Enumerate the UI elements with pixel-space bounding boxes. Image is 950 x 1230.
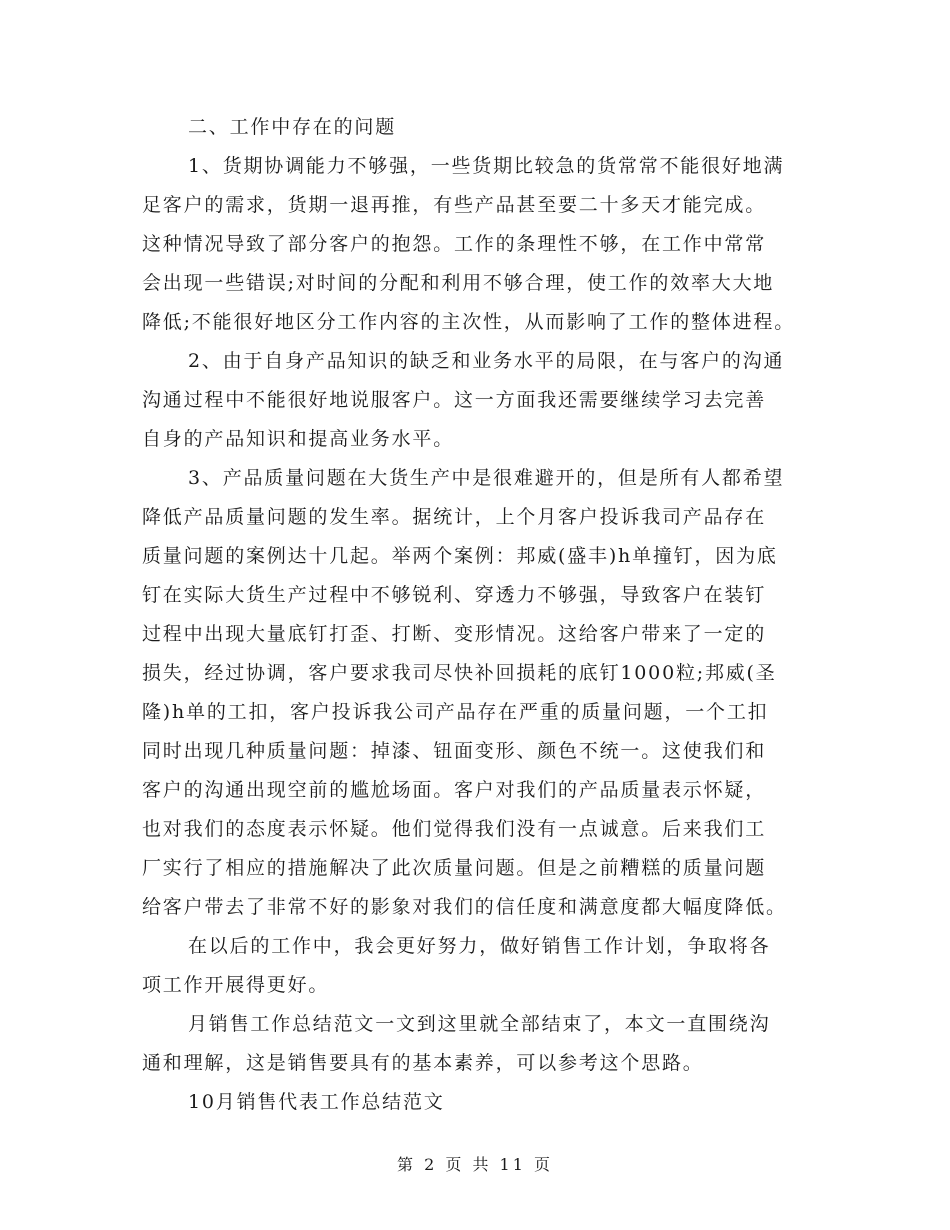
text-line: 2、由于自身产品知识的缺乏和业务水平的局限，在与客户的沟通 xyxy=(188,350,785,372)
page-number-footer: 第 2 页 共 11 页 xyxy=(397,1155,553,1174)
text-line: 降低产品质量问题的发生率。据统计，上个月客户投诉我司产品存在 xyxy=(142,506,767,528)
text-line: 隆)h单的工扣，客户投诉我公司产品存在严重的质量问题，一个工扣 xyxy=(142,701,769,723)
text-line: 降低;不能很好地区分工作内容的主次性，从而影响了工作的整体进程。 xyxy=(142,311,796,333)
text-line: 给客户带去了非常不好的影象对我们的信任度和满意度都大幅度降低。 xyxy=(142,896,787,918)
text-line: 这种情况导致了部分客户的抱怨。工作的条理性不够，在工作中常常 xyxy=(142,233,767,255)
text-line: 质量问题的案例达十几起。举两个案例：邦威(盛丰)h单撞钉，因为底 xyxy=(142,545,778,567)
text-line: 钉在实际大货生产过程中不够锐利、穿透力不够强，导致客户在装钉 xyxy=(142,584,767,606)
text-line: 会出现一些错误;对时间的分配和利用不够合理，使工作的效率大大地 xyxy=(142,272,775,294)
text-line: 月销售工作总结范文一文到这里就全部结束了，本文一直围绕沟 xyxy=(188,1013,771,1035)
text-line: 通和理解，这是销售要具有的基本素养，可以参考这个思路。 xyxy=(142,1052,704,1074)
text-line: 损失，经过协调，客户要求我司尽快补回损耗的底钉1000粒;邦威(圣 xyxy=(142,662,777,684)
document-body xyxy=(142,108,822,1122)
text-line: 同时出现几种质量问题：掉漆、钮面变形、颜色不统一。这使我们和 xyxy=(142,740,767,762)
text-line: 过程中出现大量底钉打歪、打断、变形情况。这给客户带来了一定的 xyxy=(142,623,767,645)
text-line: 自身的产品知识和提高业务水平。 xyxy=(142,428,455,450)
text-line: 足客户的需求，货期一退再推，有些产品甚至要二十多天才能完成。 xyxy=(142,194,767,216)
text-line: 1、货期协调能力不够强，一些货期比较急的货常常不能很好地满 xyxy=(188,155,785,177)
text-line: 厂实行了相应的措施解决了此次质量问题。但是之前糟糕的质量问题 xyxy=(142,857,767,879)
text-line: 3、产品质量问题在大货生产中是很难避开的，但是所有人都希望 xyxy=(188,467,785,489)
text-line: 在以后的工作中，我会更好努力，做好销售工作计划，争取将各 xyxy=(188,935,771,957)
text-line: 项工作开展得更好。 xyxy=(142,974,330,996)
subheading-line: 10月销售代表工作总结范文 xyxy=(188,1091,445,1113)
section-heading: 二、工作中存在的问题 xyxy=(188,116,397,138)
text-line: 也对我们的态度表示怀疑。他们觉得我们没有一点诚意。后来我们工 xyxy=(142,818,767,840)
text-line: 客户的沟通出现空前的尴尬场面。客户对我们的产品质量表示怀疑， xyxy=(142,779,767,801)
text-line: 沟通过程中不能很好地说服客户。这一方面我还需要继续学习去完善 xyxy=(142,389,767,411)
